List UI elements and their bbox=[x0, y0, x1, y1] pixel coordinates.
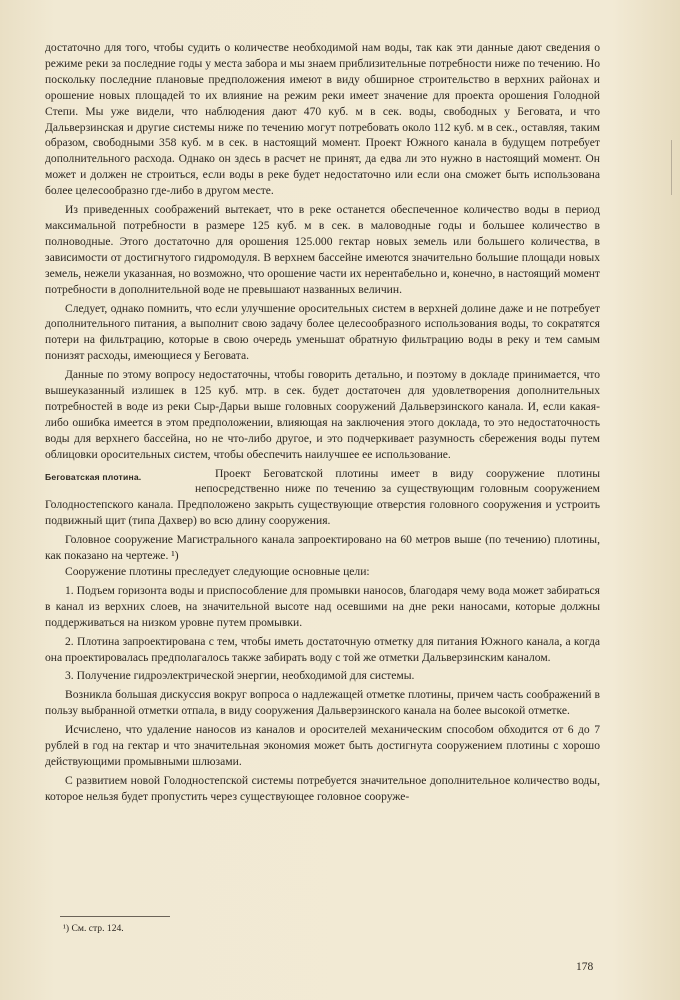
paragraph-8: 1. Подъем горизонта воды и приспособление для промывки наносов, благодаря чему вода может забираться в канал из верхних слоев, на значительной высоте над осевшими на дне реки наносами, которые должны поддерживаться на низком уровне путем промывки. bbox=[45, 583, 600, 629]
footnote: ¹) См. стр. 124. bbox=[63, 923, 124, 934]
paragraph-7: Сооружение плотины преследует следующие основные цели: bbox=[65, 565, 370, 578]
paragraph-11: Возникла большая дискуссия вокруг вопроса о надлежащей отметке плотины, причем часть соображений в пользу выбранной отметки отпала, в виду сооружения Дальверзинского канала на более высокой отметке. bbox=[45, 688, 600, 718]
margin-pencil-mark bbox=[669, 140, 672, 195]
paragraph-3: Следует, однако помнить, что если улучшение оросительных систем в верхней долине даже и не потребует дополнительного питания, а выполнит свою задачу более целесообразного использования воды, то сократятся потери на фильтрацию, которые в свою очередь уменьшат обратную фильтрацию воды в реку и тем самым понизят расходы, имеющиеся у Беговата. bbox=[45, 301, 600, 363]
side-heading: Беговатская плотина. bbox=[45, 471, 142, 482]
paragraph-6: Головное сооружение Магистрального канала запроектировано на 60 метров выше (по течению) плотины, как показано на чертеже. ¹) bbox=[45, 533, 600, 563]
paragraph-1: достаточно для того, чтобы судить о количестве необходимой нам воды, так как эти данные дают сведения о режиме реки за последние годы у места забора и мы знаем приблизительные потребности ниже по течению. Но поскольку последние плановые предположения имеют в виду обширное строительство в верхних районах и орошение новых площадей то их влияние на режим реки имеет значение для проекта орошения Голодной Степи. Мы уже видели, что наблюдения дают 470 куб. м в сек. воды, свободных у Беговата, и что Дальверзинская и другие системы ниже по течению могут потребовать около 112 куб. м в сек., оставляя, таким образом, свободными 358 куб. м в сек. в настоящий момент. Проект Южного канала в будущем потребует дополнительного расхода. Однако он здесь в расчет не принят, да едва ли это нужно в настоящий момент. Он может и должен не строиться, если воды в реке будет недостаточно или если она сможет быть использована более целесообразно где-либо в другом месте. bbox=[45, 41, 600, 198]
section-beg-dam bbox=[45, 466, 600, 530]
main-text bbox=[45, 40, 600, 805]
paragraph-5: Проект Беговатской плотины имеет в виду сооружение плотины непосредственно ниже по течению за существующим головным сооружением Голодностепского канала. Предположено закрыть существующие отверстия головного сооружения и устроить подвижный щит (типа Дахвер) во всю длину сооружения. bbox=[45, 466, 600, 528]
paragraph-2: Из приведенных соображений вытекает, что в реке останется обеспеченное количество воды в период максимальной потребности в размере 125 куб. м в сек. в маловодные годы и большее количество в полноводные. Этого достаточно для орошения 125.000 гектар новых земель или большего количества, в зависимости от достигнутого гидромодуля. В верхнем бассейне имеются значительно большие площади новых земель, нежели указанная, но возможно, что орошение части их нерентабельно и, конечно, в настоящий момент потребности в дополнительной воде не превышают названных величин. bbox=[45, 203, 600, 296]
page-number: 178 bbox=[576, 961, 594, 973]
paragraph-12: Исчислено, что удаление наносов из каналов и оросителей механическим способом обходится от 6 до 7 рублей в год на гектар и что значительная экономия может быть достигнута сооружением плотины с хорошо действующими промывными шлюзами. bbox=[45, 723, 600, 768]
paragraph-10: 3. Получение гидроэлектрической энергии, необходимой для системы. bbox=[65, 669, 415, 683]
footnote-rule bbox=[60, 916, 170, 917]
paragraph-4: Данные по этому вопросу недостаточны, чтобы говорить детально, и поэтому в докладе принимается, что вышеуказанный излишек в 125 куб. мтр. в сек. будет достаточен для удовлетворения дополнительных потребностей в воде из реки Сыр-Дарьи выше головных сооружений Дальверзинского канала. И, если какая-либо ошибка имеется в этом предположении, влияющая на заключения этого доклада, то это недостаточность воды для верхнего бассейна, но не что-либо другое, и это подчеркивает разумность сбережения воды путем облицовки оросительных систем, чтобы обеспечить наилучшее ее использование. bbox=[45, 368, 600, 461]
paragraph-13: С развитием новой Голодностепской системы потребуется значительное дополнительное количество воды, которое нельзя будет пропустить через существующее головное сооруже- bbox=[45, 773, 600, 803]
paragraph-9: 2. Плотина запроектирована с тем, чтобы иметь достаточную отметку для питания Южного канала, а когда она проектировалась предполагалось также забирать воду с той же отметки Дальверзинским каналом. bbox=[45, 634, 600, 664]
